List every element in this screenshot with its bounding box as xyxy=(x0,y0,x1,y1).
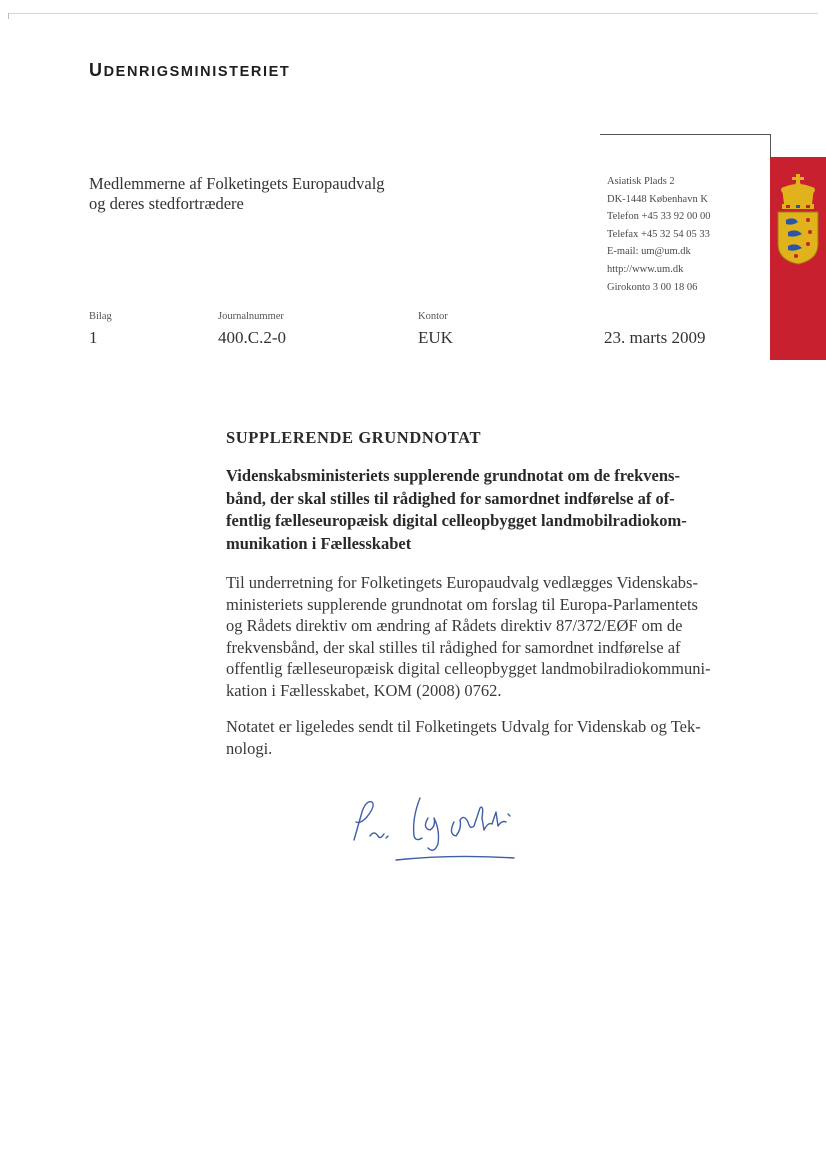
kontor-value: EUK xyxy=(418,328,453,347)
paragraph-line: ministeriets supplerende grundnotat om forslag til Europa-Parlamentets xyxy=(226,594,698,614)
danish-coat-of-arms-icon xyxy=(774,174,822,266)
paragraph-line: kation i Fællesskabet, KOM (2008) 0762. xyxy=(226,680,502,700)
ministry-rest: DENRIGSMINISTERIET xyxy=(103,64,291,80)
paragraph-line: og Rådets direktiv om ændring af Rådets direktiv 87/372/EØF om de xyxy=(226,616,683,636)
address-fax: Telefax +45 32 54 05 33 xyxy=(607,228,710,240)
address-phone: Telefon +45 33 92 00 00 xyxy=(607,211,711,223)
paragraph-line: nologi. xyxy=(226,738,273,758)
paragraph-line: offentlig fælleseuropæisk digital celleopbygget landmobilradiokommuni- xyxy=(226,659,711,679)
address-rule-horizontal xyxy=(600,134,771,135)
journal-label: Journalnummer xyxy=(218,311,284,322)
address-street: Asiatisk Plads 2 xyxy=(607,176,675,187)
subject-line: Videnskabsministeriets supplerende grundnotat om de frekvens- xyxy=(226,466,680,485)
document-heading: SUPPLERENDE GRUNDNOTAT xyxy=(226,428,482,447)
recipient-line-2: og deres stedfortrædere xyxy=(89,194,244,213)
body-paragraph-1 xyxy=(226,572,711,702)
subject-block xyxy=(226,465,746,555)
journal-value: 400.C.2-0 xyxy=(218,328,286,347)
top-rule xyxy=(8,13,818,14)
paragraph-line: frekvensbånd, der skal stilles til rådighed for samordnet indførelse af xyxy=(226,637,681,657)
address-giro: Girokonto 3 00 18 06 xyxy=(607,281,698,293)
recipient-line-1: Medlemmerne af Folketingets Europaudvalg xyxy=(89,174,385,193)
body-paragraph-2 xyxy=(226,716,701,759)
letter-date: 23. marts 2009 xyxy=(604,328,706,347)
subject-line: fentlig fælleseuropæisk digital celleopbygget landmobilradiokom- xyxy=(226,511,687,530)
address-email: E-mail: um@um.dk xyxy=(607,246,691,258)
subject-line: munikation i Fællesskabet xyxy=(226,533,412,553)
paragraph-line: Til underretning for Folketingets Europaudvalg vedlægges Videnskabs- xyxy=(226,573,698,592)
ministry-name xyxy=(89,60,290,81)
kontor-label: Kontor xyxy=(418,311,448,322)
bilag-label: Bilag xyxy=(89,311,112,322)
handwritten-signature xyxy=(342,778,562,868)
paragraph-line: Notatet er ligeledes sendt til Folketingets Udvalg for Videnskab og Tek- xyxy=(226,717,701,736)
subject-line: bånd, der skal stilles til rådighed for samordnet indførelse af of- xyxy=(226,488,675,508)
address-city: DK-1448 København K xyxy=(607,193,708,205)
scan-tick-mark xyxy=(8,13,9,19)
ministry-initial: U xyxy=(89,60,104,80)
bilag-value: 1 xyxy=(89,328,98,347)
address-web: http://www.um.dk xyxy=(607,263,684,275)
sender-address-block xyxy=(607,173,710,296)
